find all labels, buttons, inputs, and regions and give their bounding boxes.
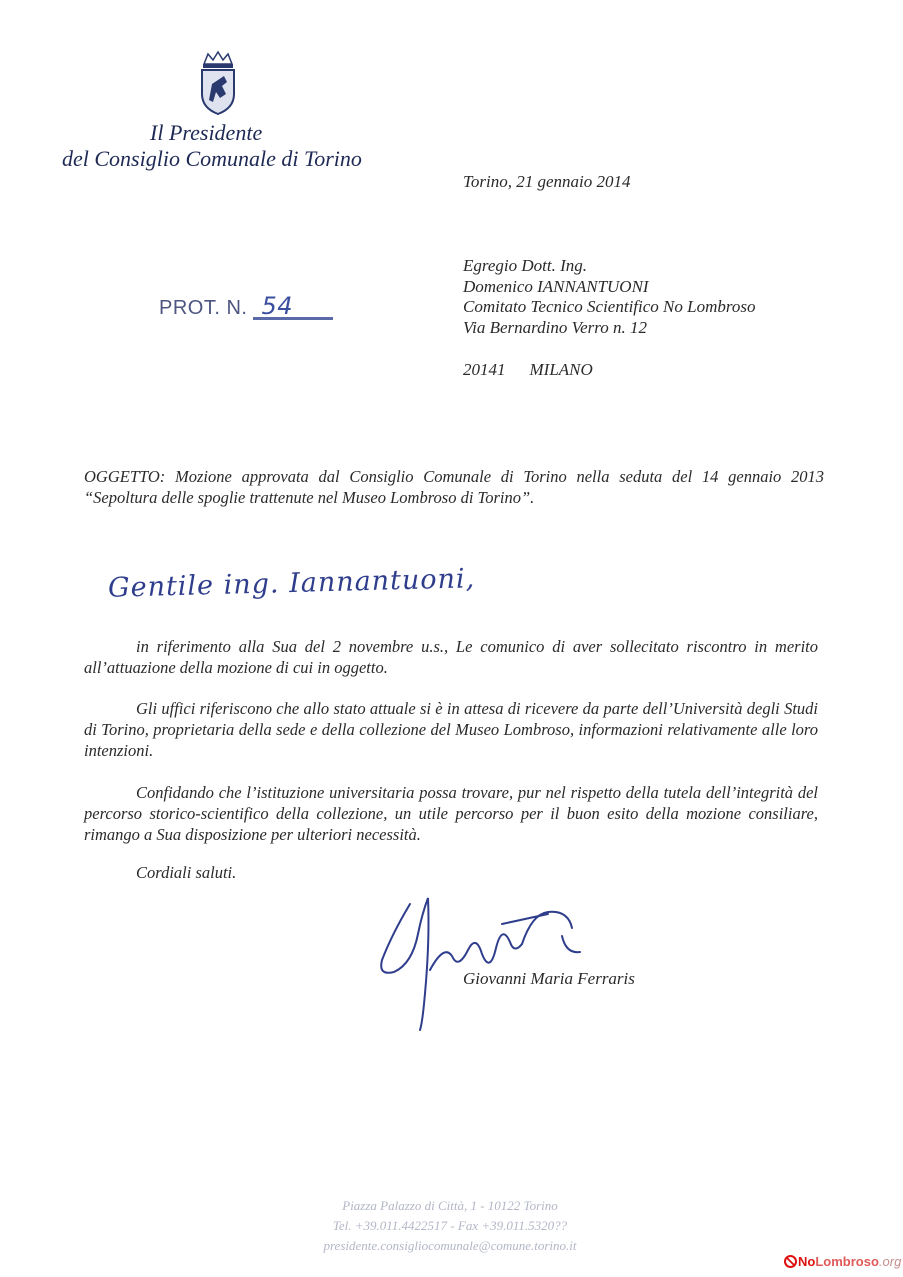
body-paragraph — [84, 636, 818, 678]
subject-line: OGGETTO: Mozione approvata dal Consiglio Comunale di Torino nella seduta del 14 gennaio 2013 “Sepoltura delle spoglie trattenute nel Museo Lombroso di Torino”. — [84, 467, 824, 507]
letterhead-title: Il Presidente — [150, 120, 263, 145]
recipient-postcode: 20141 — [463, 360, 506, 379]
signer-name: Giovanni Maria Ferraris — [463, 969, 635, 988]
city-crest-icon — [196, 50, 240, 116]
body-paragraph — [84, 782, 818, 845]
recipient-line: Comitato Tecnico Scientifico No Lombroso — [463, 297, 756, 316]
handwritten-salutation: Gentile ing. Iannantuoni, — [107, 563, 476, 604]
recipient-line: Via Bernardino Verro n. 12 — [463, 317, 647, 337]
letter-date: Torino, 21 gennaio 2014 — [463, 172, 631, 191]
paragraph-text: in riferimento alla Sua del 2 novembre u.s., Le comunico di aver sollecitato riscontro in merito all’attuazione della mozione di cui in oggetto. — [84, 637, 818, 677]
handwritten-signature — [372, 884, 592, 1034]
recipient-address — [463, 256, 755, 338]
recipient-line: Egregio Dott. Ing. — [463, 256, 588, 275]
letterhead-subtitle: del Consiglio Comunale di Torino — [62, 146, 362, 171]
nolombroso-logo: NoLombroso.org — [784, 1254, 901, 1269]
footer-phone-fax: Tel. +39.011.4422517 - Fax +39.011.5320?? — [332, 1218, 568, 1233]
recipient-city: MILANO — [529, 360, 593, 379]
recipient-city-line — [463, 360, 593, 380]
prohibition-icon — [784, 1255, 797, 1268]
body-paragraph — [84, 698, 818, 761]
recipient-line: Domenico IANNANTUONI — [463, 276, 649, 296]
letterhead-footer — [290, 1196, 610, 1256]
footer-email: presidente.consigliocomunale@comune.torino.it — [323, 1238, 577, 1253]
paragraph-text: Gli uffici riferiscono che allo stato attuale si è in attesa di ricevere da parte dell’Università degli Studi di Torino, proprietaria della sede e della collezione del Museo Lombroso, informazioni relativamente alle loro intenzioni. — [84, 699, 818, 760]
paragraph-text: Confidando che l’istituzione universitaria possa trovare, pur nel rispetto della tutela dell’integrità del percorso storico-scientifico della collezione, un utile percorso per il buon esito della mozione consiliare, rimango a Sua disposizione per ulteriori necessità. — [84, 783, 818, 844]
protocol-stamp — [159, 292, 333, 320]
protocol-number: 54 — [253, 295, 333, 320]
footer-address: Piazza Palazzo di Città, 1 - 10122 Torino — [342, 1198, 558, 1213]
closing-greeting: Cordiali saluti. — [136, 863, 237, 882]
protocol-label: PROT. N. — [159, 297, 248, 319]
